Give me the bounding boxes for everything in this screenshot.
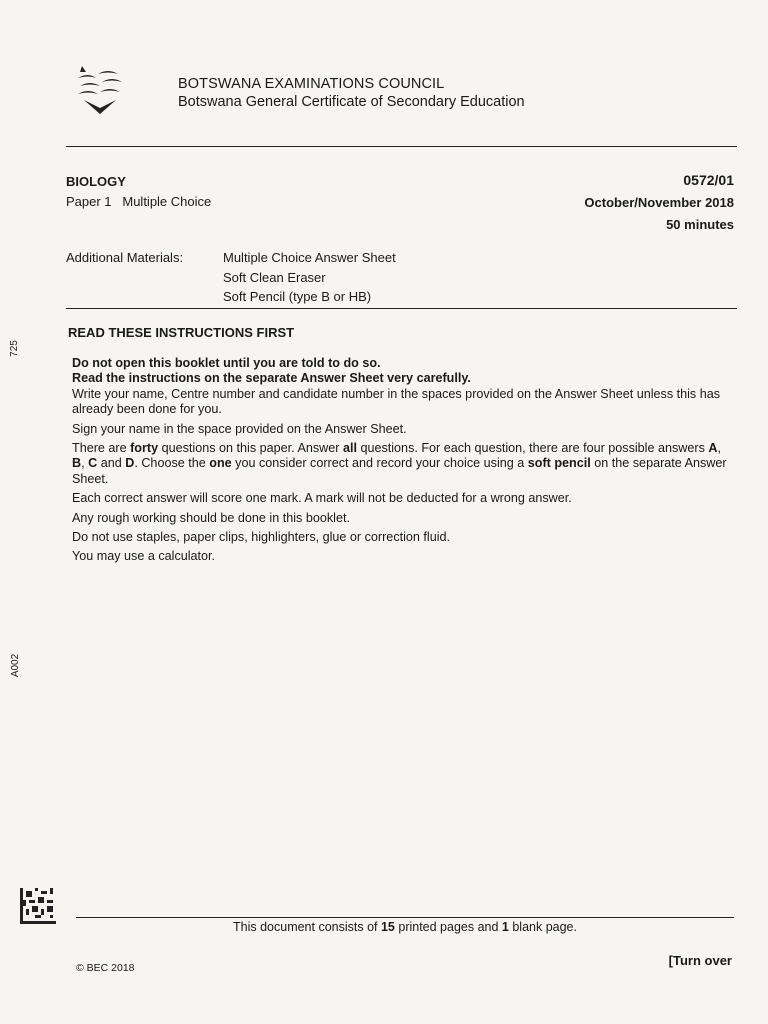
instruction-no-staples: Do not use staples, paper clips, highlighters, glue or correction fluid. [72, 530, 451, 545]
instructions-body [72, 356, 732, 565]
materials-divider [66, 308, 737, 309]
header-divider [66, 146, 737, 147]
footer-divider [76, 917, 734, 918]
instruction-do-not-open: Do not open this booklet until you are told to do so. [72, 356, 381, 370]
instruction-rough-work: Any rough working should be done in this booklet. [72, 510, 350, 525]
material-item: Soft Pencil (type B or HB) [223, 289, 372, 304]
exam-session: October/November 2018 [584, 195, 734, 210]
turn-over-note: [Turn over [668, 953, 732, 968]
paper-type: Paper 1 Multiple Choice [66, 194, 212, 209]
materials-label: Additional Materials: [66, 250, 184, 265]
instructions-heading: READ THESE INSTRUCTIONS FIRST [68, 325, 295, 340]
material-item: Soft Clean Eraser [223, 269, 326, 285]
paper-code: 0572/01 [683, 172, 734, 188]
margin-code-bottom: A002 [10, 653, 22, 678]
instruction-write-name: Write your name, Centre number and candidate number in the spaces provided on the Answer Sheet unless this has already been done for you. [72, 386, 721, 417]
council-name: BOTSWANA EXAMINATIONS COUNCIL [178, 76, 445, 92]
instruction-sign-name: Sign your name in the space provided on the Answer Sheet. [72, 421, 407, 436]
datamatrix-code-icon [20, 888, 56, 924]
exam-duration: 50 minutes [666, 217, 734, 232]
page-count-note: This document consists of 15 printed pages and 1 blank page. [233, 920, 577, 934]
instruction-marking: Each correct answer will score one mark. A mark will not be deducted for a wrong answer. [72, 491, 572, 506]
certificate-name: Botswana General Certificate of Secondary Education [178, 94, 525, 110]
copyright-notice: © BEC 2018 [76, 962, 135, 974]
margin-code-top: 725 [8, 340, 20, 357]
material-item: Multiple Choice Answer Sheet [223, 250, 396, 265]
bec-logo-icon [74, 62, 130, 120]
materials-list [223, 248, 396, 307]
instruction-questions: There are forty questions on this paper. Answer all questions. For each question, there are four possible answers A, B, C and D. Choose the one you consider correct and record your choice using a soft pencil on the separate Answer Sheet. [72, 441, 727, 486]
subject-title: BIOLOGY [66, 174, 126, 189]
instruction-calculator: You may use a calculator. [72, 549, 216, 564]
instruction-read-answer-sheet: Read the instructions on the separate Answer Sheet very carefully. [72, 371, 471, 386]
